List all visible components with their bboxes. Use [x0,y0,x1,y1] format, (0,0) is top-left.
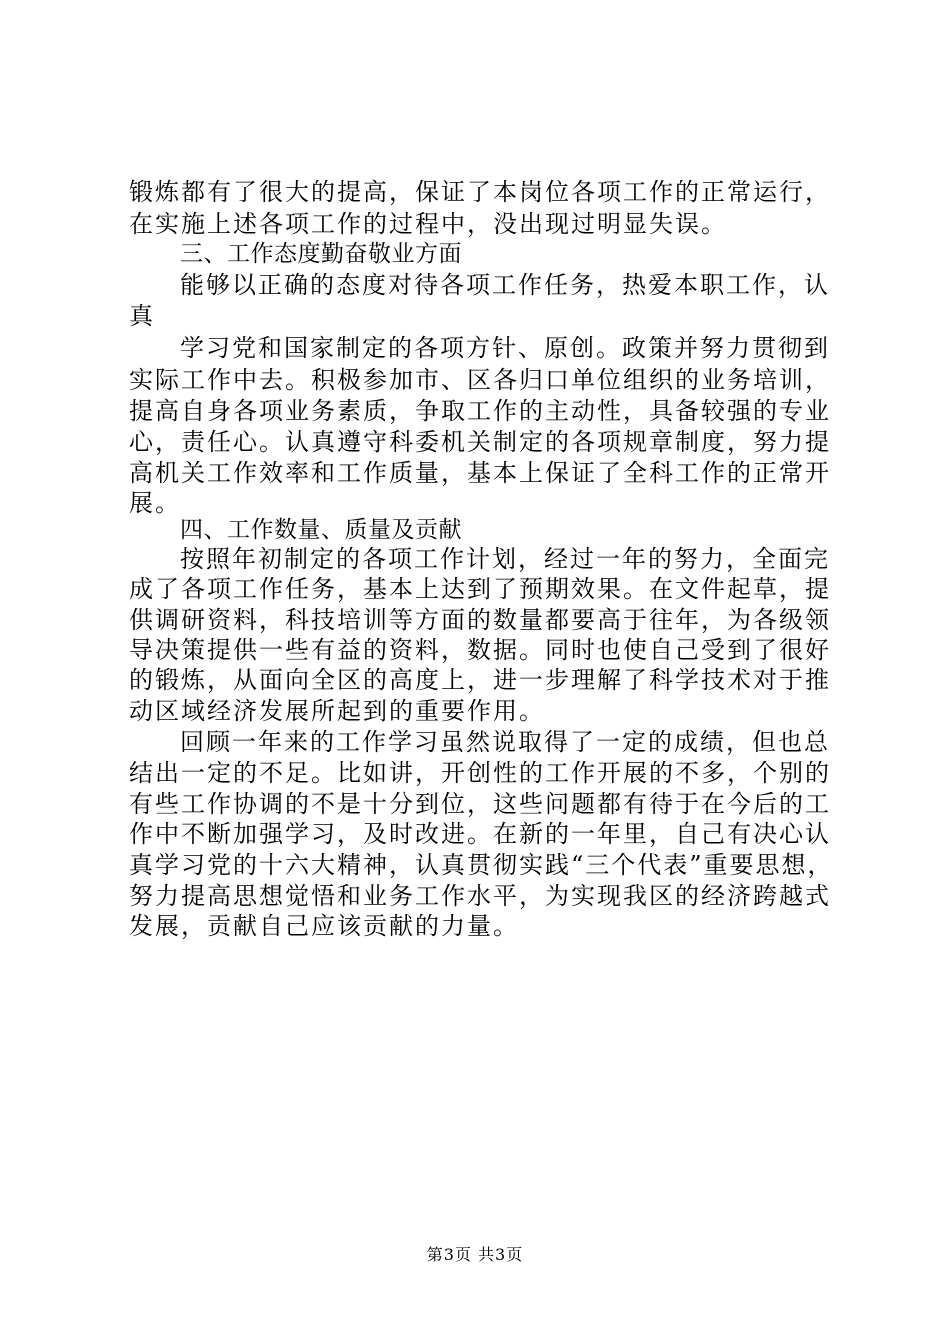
section-heading-4: 四、工作数量、质量及贡献 [180,517,462,543]
body-line: 导决策提供一些有益的资料，数据。同时也使自己受到了很好 [129,636,831,664]
body-line: 展。 [129,489,181,517]
paragraph-first-line: 能够以正确的态度对待各项工作任务，热爱本职工作，认 [180,271,830,299]
body-line: 真学习党的十六大精神，认真贯彻实践“三个代表”重要思想， [129,851,834,879]
paragraph-first-line: 按照年初制定的各项工作计划，经过一年的努力，全面完 [180,545,830,573]
body-line: 在实施上述各项工作的过程中，没出现过明显失误。 [129,210,727,238]
body-line: 锻炼都有了很大的提高，保证了本岗位各项工作的正常运行， [129,178,831,206]
body-line: 实际工作中去。积极参加市、区各归口单位组织的业务培训， [129,366,831,394]
page-footer: 第3页 共3页 [426,1245,524,1264]
body-line: 努力提高思想觉悟和业务工作水平，为实现我区的经济跨越式 [129,882,831,910]
body-line: 成了各项工作任务，基本上达到了预期效果。在文件起草，提 [129,575,831,603]
body-line: 提高自身各项业务素质，争取工作的主动性，具备较强的专业 [129,397,831,425]
body-line: 结出一定的不足。比如讲，开创性的工作开展的不多，个别的 [129,759,831,787]
body-line: 动区域经济发展所起到的重要作用。 [129,697,545,725]
body-line: 作中不断加强学习，及时改进。在新的一年里，自己有决心认 [129,820,831,848]
body-line: 心，责任心。认真遵守科委机关制定的各项规章制度，努力提 [129,428,831,456]
body-line: 供调研资料，科技培训等方面的数量都要高于往年，为各级领 [129,606,831,634]
paragraph-first-line: 学习党和国家制定的各项方针、原创。政策并努力贯彻到 [180,334,830,362]
body-line: 高机关工作效率和工作质量，基本上保证了全科工作的正常开 [129,459,831,487]
paragraph-first-line: 回顾一年来的工作学习虽然说取得了一定的成绩，但也总 [180,728,830,756]
body-line: 的锻炼，从面向全区的高度上，进一步理解了科学技术对于推 [129,666,831,694]
body-line: 发展，贡献自己应该贡献的力量。 [129,912,519,940]
section-heading-3: 三、工作态度勤奋敬业方面 [180,241,462,267]
body-line: 真 [129,302,155,330]
body-line: 有些工作协调的不是十分到位，这些问题都有待于在今后的工 [129,790,831,818]
